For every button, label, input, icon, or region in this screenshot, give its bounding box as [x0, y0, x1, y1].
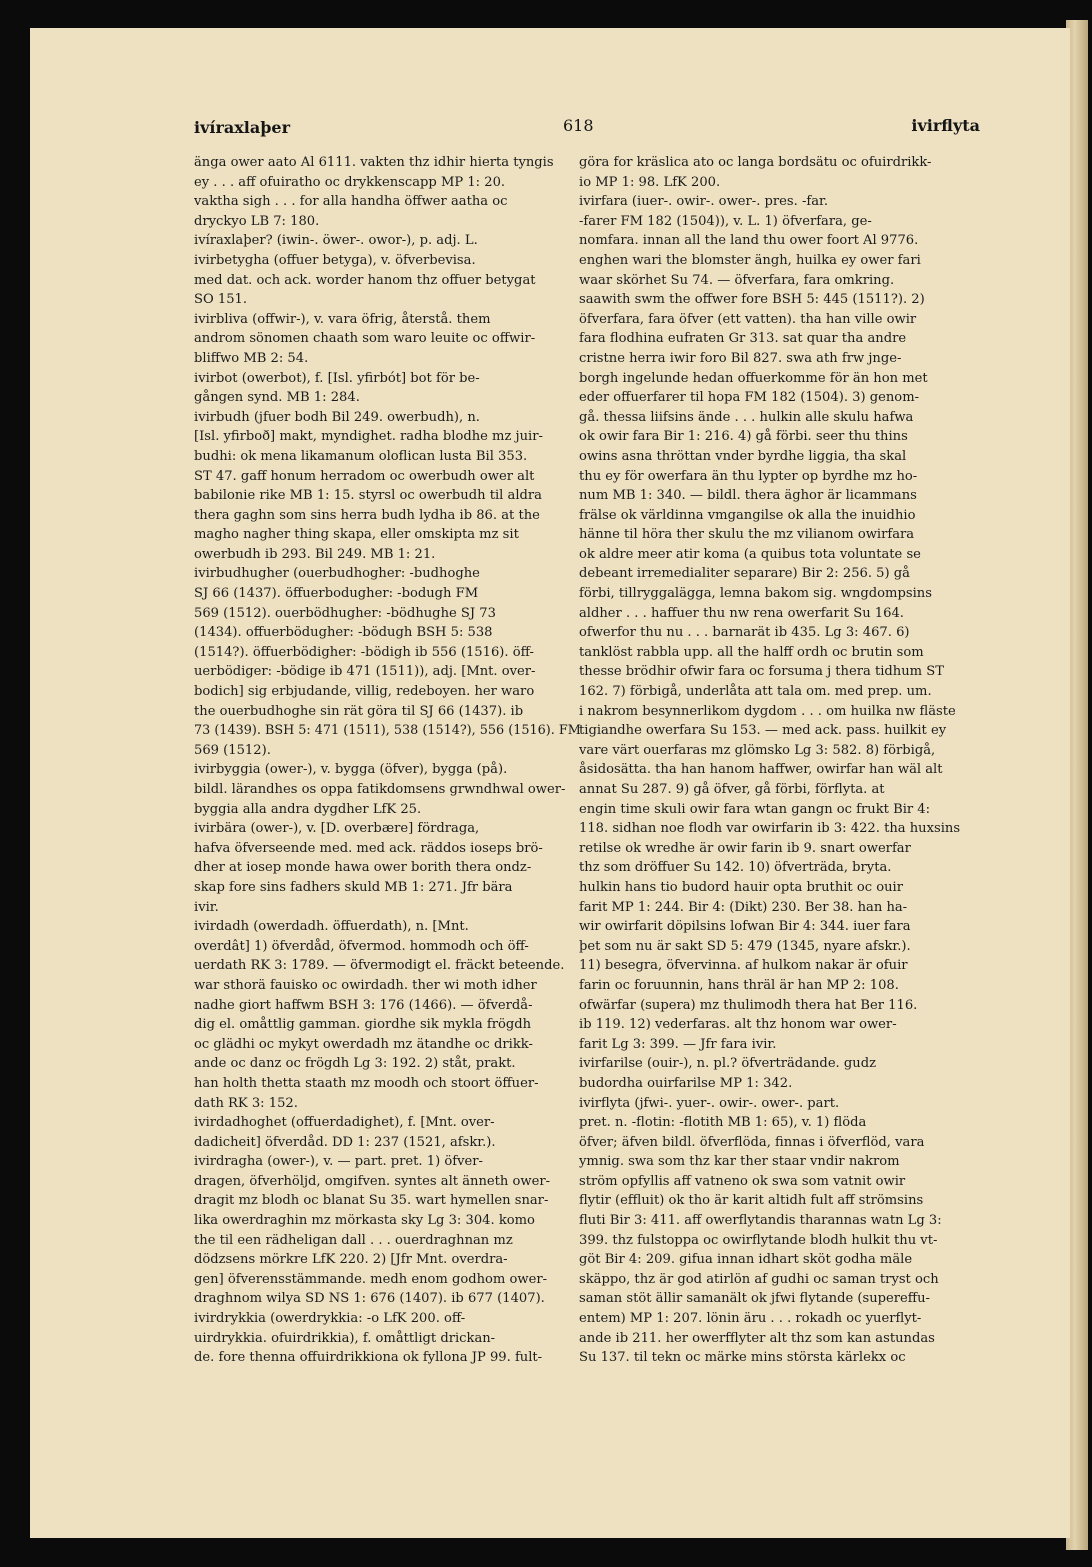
- text-line: overdât] 1) öfverdåd, öfvermod. hommodh och öff-: [194, 938, 529, 954]
- text-line: dher at iosep monde hawa ower borith thera ondz-: [194, 860, 532, 876]
- text-line: war sthorä fauisko oc owirdadh. ther wi moth idher: [194, 977, 537, 993]
- text-line: dödzsens mörkre LfK 220. 2) [Jfr Mnt. overdra-: [194, 1252, 508, 1268]
- text-line: ivirbudhugher (ouerbudhogher: -budhoghe: [194, 566, 480, 582]
- text-line: ib 119. 12) vederfaras. alt thz honom war ower-: [579, 1017, 897, 1033]
- text-line: ivirbetygha (offuer betyga), v. öfverbevisa.: [194, 252, 476, 268]
- text-line: budhi: ok mena likamanum oloflican lusta Bil 353.: [194, 448, 528, 464]
- text-line: budordha ouirfarilse MP 1: 342.: [579, 1075, 793, 1091]
- text-line: debeant irremedialiter separare) Bir 2: 256. 5) gå: [579, 566, 910, 582]
- text-line: förbi, tillryggalägga, lemna bakom sig. wngdompsins: [579, 586, 932, 602]
- text-line: 118. sidhan noe flodh var owirfarin ib 3: 422. tha huxsins: [579, 821, 961, 837]
- text-line: thera gaghn som sins herra budh lydha ib 86. at the: [194, 507, 540, 523]
- page-header: [194, 116, 984, 140]
- text-line: frälse ok världinna vmgangilse ok alla the inuidhio: [579, 507, 916, 523]
- text-line: thesse brödhir ofwir fara oc forsuma j thera tidhum ST: [579, 664, 944, 680]
- text-line: ymnig. swa som thz kar ther staar vndir nakrom: [579, 1154, 900, 1170]
- text-line: thz som dröffuer Su 142. 10) öfverträda, bryta.: [579, 860, 892, 876]
- text-line: flytir (effluit) ok tho är karit altidh fult aff strömsins: [579, 1193, 924, 1209]
- text-line: enghen wari the blomster ängh, huilka ey ower fari: [579, 252, 921, 268]
- text-line: hulkin hans tio budord hauir opta bruthit oc ouir: [579, 879, 903, 895]
- text-line: thu ey för owerfara än thu lypter op byrdhe mz ho-: [579, 468, 918, 484]
- text-line: nomfara. innan all the land thu ower foort Al 9776.: [579, 233, 919, 249]
- text-line: [Isl. yfirboð] makt, myndighet. radha blodhe mz juir-: [194, 429, 543, 445]
- text-line: dath RK 3: 152.: [194, 1095, 298, 1111]
- text-line: ivirfarilse (ouir-), n. pl.? öfverträdande. gudz: [579, 1056, 876, 1072]
- text-line: ivirdadh (owerdadh. öffuerdath), n. [Mnt.: [194, 919, 469, 935]
- text-line: ivirbudh (jfuer bodh Bil 249. owerbudh), n.: [194, 409, 480, 425]
- text-line: eder offuerfarer til hopa FM 182 (1504). 3) genom-: [579, 390, 920, 406]
- text-line: hänne til höra ther skulu the mz vilianom owirfara: [579, 527, 915, 543]
- text-line: gången synd. MB 1: 284.: [194, 390, 360, 406]
- text-line: ivirdragha (ower-), v. — part. pret. 1) öfver-: [194, 1154, 483, 1170]
- text-line: saman stöt ällir samanält ok jfwi flytande (supereffu-: [579, 1291, 930, 1307]
- text-line: bliffwo MB 2: 54.: [194, 350, 309, 366]
- text-line: waar skörhet Su 74. — öfverfara, fara omkring.: [579, 272, 895, 288]
- text-line: annat Su 287. 9) gå öfver, gå förbi, förflyta. at: [579, 782, 885, 797]
- text-line: entem) MP 1: 207. lönin äru . . . rokadh oc yuerflyt-: [579, 1311, 922, 1327]
- text-line: wir owirfarit döpilsins lofwan Bir 4: 344. iuer fara: [579, 919, 911, 935]
- text-line: (1434). offuerbödugher: -bödugh BSH 5: 538: [194, 625, 493, 641]
- text-line: farit MP 1: 244. Bir 4: (Dikt) 230. Ber 38. han ha-: [579, 899, 908, 915]
- text-line: ivíraxlaþer? (iwin-. öwer-. owor-), p. adj. L.: [194, 233, 478, 249]
- text-line: ok owir fara Bir 1: 216. 4) gå förbi. seer thu thins: [579, 429, 908, 445]
- text-line: gen] öfverensstämmande. medh enom godhom ower-: [194, 1271, 548, 1287]
- text-line: änga ower aato Al 6111. vakten thz idhir hierta tyngis: [194, 155, 554, 170]
- text-line: dragit mz blodh oc blanat Su 35. wart hymellen snar-: [194, 1193, 549, 1209]
- text-line: SJ 66 (1437). öffuerbodugher: -bodugh FM: [194, 586, 479, 602]
- text-line: vare värt ouerfaras mz glömsko Lg 3: 582. 8) förbigå,: [579, 742, 936, 758]
- text-line: þet som nu är sakt SD 5: 479 (1345, nyare afskr.).: [579, 938, 911, 954]
- text-line: 73 (1439). BSH 5: 471 (1511), 538 (1514?), 556 (1516). FM: [194, 723, 581, 739]
- text-line: ey . . . aff ofuiratho oc drykkenscapp MP 1: 20.: [194, 174, 506, 190]
- text-line: magho nagher thing skapa, eller omskipta mz sit: [194, 527, 519, 543]
- text-line: num MB 1: 340. — bildl. thera äghor är licammans: [579, 488, 917, 504]
- text-line: ivirbliva (offwir-), v. vara öfrig, återstå. them: [194, 311, 491, 327]
- text-line: 569 (1512).: [194, 742, 271, 758]
- text-line: öfverfara, fara öfver (ett vatten). tha han ville owir: [579, 311, 917, 327]
- text-line: i nakrom besynnerlikom dygdom . . . om huilka nw fläste: [579, 703, 956, 719]
- text-line: han holth thetta staath mz moodh och stoort öffuer-: [194, 1075, 539, 1091]
- text-line: uerdath RK 3: 1789. — öfvermodigt el. fräckt beteende.: [194, 958, 565, 974]
- text-line: dryckyo LB 7: 180.: [194, 213, 320, 229]
- left-column: [194, 153, 581, 1368]
- text-line: SO 151.: [194, 292, 248, 308]
- text-line: Su 137. til tekn oc märke mins största kärlekx oc: [579, 1350, 906, 1366]
- text-line: ok aldre meer atir koma (a quibus tota voluntate se: [579, 546, 921, 562]
- text-line: saawith swm the offwer fore BSH 5: 445 (1511?). 2): [579, 292, 925, 308]
- text-line: med dat. och ack. worder hanom thz offuer betygat: [194, 272, 536, 288]
- text-line: cristne herra iwir foro Bil 827. swa ath frw jnge-: [579, 350, 902, 366]
- text-line: tanklöst rabbla upp. all the halff ordh oc brutin som: [579, 644, 924, 660]
- text-line: ande oc danz oc frögdh Lg 3: 192. 2) ståt, prakt.: [194, 1056, 516, 1072]
- text-line: gå. thessa liifsins ände . . . hulkin alle skulu hafwa: [579, 409, 914, 425]
- text-line: ivir.: [194, 899, 219, 915]
- text-line: göt Bir 4: 209. gifua innan idhart sköt godha mäle: [579, 1252, 913, 1268]
- text-line: ivirbära (ower-), v. [D. overbære] fördraga,: [194, 821, 480, 837]
- text-line: fara flodhina eufraten Gr 313. sat quar tha andre: [579, 331, 907, 347]
- text-line: ivirbyggia (ower-), v. bygga (öfver), bygga (på).: [194, 762, 508, 778]
- text-line: (1514?). öffuerbödigher: -bödigh ib 556 (1516). öff-: [194, 644, 534, 660]
- text-line: uerbödiger: -bödige ib 471 (1511)), adj. [Mnt. over-: [194, 664, 536, 680]
- text-line: 162. 7) förbigå, underlåta att tala om. med prep. um.: [579, 684, 932, 700]
- text-line: öfver; äfven bildl. öfverflöda, finnas i öfverflöd, vara: [579, 1134, 925, 1150]
- left-running-headword: ivíraxlaþer: [194, 118, 291, 137]
- text-line: io MP 1: 98. LfK 200.: [579, 174, 721, 190]
- text-line: ström opfyllis aff vatneno ok swa som vatnit owir: [579, 1173, 906, 1189]
- text-line: skäppo, thz är god atirlön af gudhi oc saman tryst och: [579, 1271, 939, 1287]
- text-line: the til een rädheligan dall . . . ouerdraghnan mz: [194, 1232, 513, 1248]
- text-line: -farer FM 182 (1504)), v. L. 1) öfverfara, ge-: [579, 213, 872, 229]
- text-line: dragen, öfverhöljd, omgifven. syntes alt änneth ower-: [194, 1173, 551, 1189]
- text-line: skap fore sins fadhers skuld MB 1: 271. Jfr bära: [194, 879, 513, 895]
- text-line: bildl. lärandhes os oppa fatikdomsens grwndhwal ower-: [194, 782, 566, 797]
- text-line: ande ib 211. her owerfflyter alt thz som kan astundas: [579, 1330, 935, 1346]
- text-line: oc glädhi oc mykyt owerdadh mz ätandhe oc drikk-: [194, 1036, 533, 1052]
- text-line: borgh ingelunde hedan offuerkomme för än hon met: [579, 370, 928, 386]
- text-line: åsidosätta. tha han hanom haffwer, owirfar han wäl alt: [579, 762, 943, 778]
- text-line: nadhe giort haffwm BSH 3: 176 (1466). — öfverdå-: [194, 997, 533, 1013]
- text-line: ivirbot (owerbot), f. [Isl. yfirbót] bot för be-: [194, 370, 480, 386]
- right-running-headword: ivirflyta: [911, 116, 980, 135]
- text-line: farit Lg 3: 399. — Jfr fara ivir.: [579, 1036, 777, 1052]
- page-number: 618: [563, 116, 594, 135]
- text-line: farin oc foruunnin, hans thräl är han MP 2: 108.: [579, 977, 899, 993]
- text-line: babilonie rike MB 1: 15. styrsl oc owerbudh til aldra: [194, 488, 542, 504]
- text-line: vaktha sigh . . . for alla handha öffwer aatha oc: [194, 194, 508, 210]
- text-line: 569 (1512). ouerbödhugher: -bödhughe SJ 73: [194, 605, 496, 621]
- right-column: [579, 153, 971, 1368]
- text-line: retilse ok wredhe är owir farin ib 9. snart owerfar: [579, 840, 911, 856]
- text-line: hafva öfverseende med. med ack. räddos ioseps brö-: [194, 840, 543, 856]
- text-line: ST 47. gaff honum herradom oc owerbudh ower alt: [194, 468, 535, 484]
- text-line: dig el. omåttlig gamman. giordhe sik mykla frögdh: [194, 1017, 532, 1033]
- text-line: byggia alla andra dygdher LfK 25.: [194, 801, 422, 817]
- text-line: 11) besegra, öfvervinna. af hulkom nakar är ofuir: [579, 958, 908, 974]
- text-line: androm sönomen chaath som waro leuite oc offwir-: [194, 331, 536, 347]
- text-line: 399. thz fulstoppa oc owirflytande blodh hulkit thu vt-: [579, 1232, 938, 1248]
- text-line: owerbudh ib 293. Bil 249. MB 1: 21.: [194, 546, 436, 562]
- text-line: ivirfara (iuer-. owir-. ower-. pres. -far.: [579, 194, 829, 210]
- text-line: bodich] sig erbjudande, villig, redeboyen. her waro: [194, 684, 535, 700]
- text-line: engin time skuli owir fara wtan gangn oc frukt Bir 4:: [579, 801, 931, 817]
- text-line: ivirflyta (jfwi-. yuer-. owir-. ower-. part.: [579, 1095, 840, 1111]
- text-line: de. fore thenna offuirdrikkiona ok fyllona JP 99. fult-: [194, 1350, 543, 1366]
- text-line: the ouerbudhoghe sin rät göra til SJ 66 (1437). ib: [194, 703, 524, 719]
- text-line: owins asna thröttan vnder byrdhe liggia, tha skal: [579, 448, 907, 464]
- text-line: pret. n. -flotin: -flotith MB 1: 65), v. 1) flöda: [579, 1115, 867, 1131]
- text-line: tigiandhe owerfara Su 153. — med ack. pass. huilkit ey: [579, 723, 947, 739]
- text-line: draghnom wilya SD NS 1: 676 (1407). ib 677 (1407).: [194, 1291, 545, 1307]
- text-line: fluti Bir 3: 411. aff owerflytandis tharannas watn Lg 3:: [579, 1213, 942, 1229]
- text-line: göra for kräslica ato oc langa bordsätu oc ofuirdrikk-: [579, 155, 932, 170]
- text-line: aldher . . . haffuer thu nw rena owerfarit Su 164.: [579, 605, 904, 621]
- text-line: ofwärfar (supera) mz thulimodh thera hat Ber 116.: [579, 997, 918, 1013]
- text-line: lika owerdraghin mz mörkasta sky Lg 3: 304. komo: [194, 1213, 535, 1229]
- text-line: ofwerfor thu nu . . . barnarät ib 435. Lg 3: 467. 6): [579, 625, 910, 641]
- text-line: uirdrykkia. ofuirdrikkia), f. omåttligt drickan-: [194, 1330, 496, 1346]
- text-line: ivirdadhoghet (offuerdadighet), f. [Mnt. over-: [194, 1115, 495, 1131]
- text-line: dadicheit] öfverdåd. DD 1: 237 (1521, afskr.).: [194, 1134, 496, 1150]
- text-line: ivirdrykkia (owerdrykkia: -o LfK 200. off-: [194, 1311, 466, 1327]
